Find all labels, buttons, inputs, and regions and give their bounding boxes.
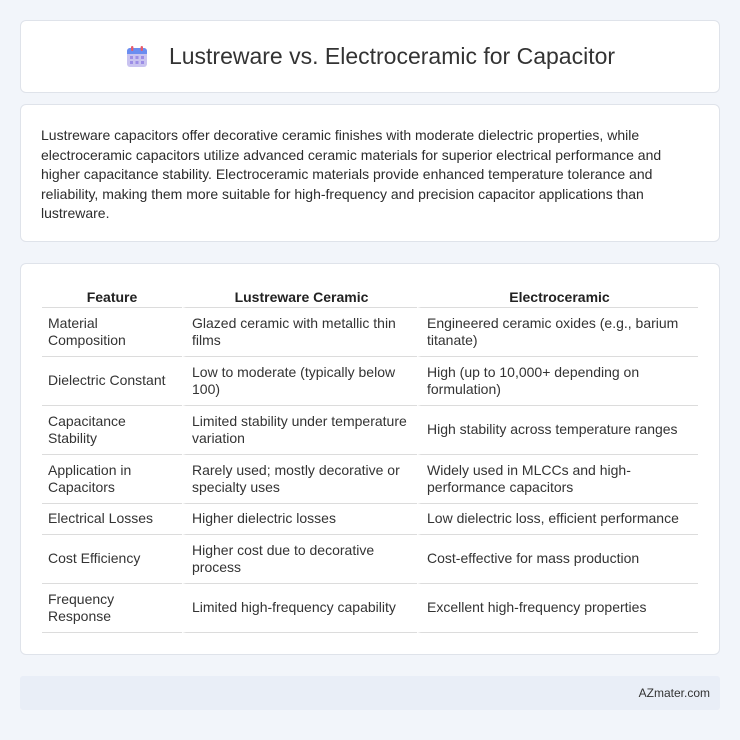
table-row [42, 584, 698, 633]
electroceramic-cell: Cost-effective for mass production [417, 535, 698, 584]
feature-cell: Dielectric Constant [42, 357, 182, 406]
feature-cell: Application in Capacitors [42, 455, 182, 504]
lustreware-cell: Limited stability under temperature variation [182, 406, 417, 455]
lustreware-cell: Higher cost due to decorative process [182, 535, 417, 584]
lustreware-cell: Limited high-frequency capability [182, 584, 417, 633]
electroceramic-cell: Excellent high-frequency properties [417, 584, 698, 633]
feature-cell: Electrical Losses [42, 504, 182, 535]
comparison-table [42, 286, 698, 633]
summary-card [20, 104, 720, 242]
lustreware-cell: Higher dielectric losses [182, 504, 417, 535]
title-card [20, 20, 720, 93]
header-lustreware: Lustreware Ceramic [182, 286, 417, 308]
comparison-table-card [20, 263, 720, 655]
table-row [42, 406, 698, 455]
electroceramic-cell: High stability across temperature ranges [417, 406, 698, 455]
lustreware-cell: Low to moderate (typically below 100) [182, 357, 417, 406]
table-header-row [42, 286, 698, 308]
lustreware-cell: Glazed ceramic with metallic thin films [182, 308, 417, 357]
feature-cell: Cost Efficiency [42, 535, 182, 584]
footer-bar [20, 676, 720, 710]
lustreware-cell: Rarely used; mostly decorative or specialty uses [182, 455, 417, 504]
header-feature: Feature [42, 286, 182, 308]
summary-text: Lustreware capacitors offer decorative ceramic finishes with moderate dielectric properties, while electroceramic capacitors utilize advanced ceramic materials for superior electrical performance and higher capacitance stability. Electroceramic materials provide enhanced temperature tolerance and reliability, making them more suitable for high-frequency and precision capacitor applications than lustreware. [41, 127, 662, 222]
table-row [42, 504, 698, 535]
feature-cell: Material Composition [42, 308, 182, 357]
table-row [42, 535, 698, 584]
table-row [42, 455, 698, 504]
electroceramic-cell: Widely used in MLCCs and high-performance capacitors [417, 455, 698, 504]
header-electroceramic: Electroceramic [417, 286, 698, 308]
electroceramic-cell: High (up to 10,000+ depending on formulation) [417, 357, 698, 406]
page-title: Lustreware vs. Electroceramic for Capacitor [168, 43, 616, 69]
calendar-icon [125, 45, 149, 69]
feature-cell: Capacitance Stability [42, 406, 182, 455]
electroceramic-cell: Engineered ceramic oxides (e.g., barium titanate) [417, 308, 698, 357]
table-row [42, 308, 698, 357]
electroceramic-cell: Low dielectric loss, efficient performance [417, 504, 698, 535]
footer-brand[interactable]: AZmater.com [638, 686, 710, 700]
feature-cell: Frequency Response [42, 584, 182, 633]
table-row [42, 357, 698, 406]
